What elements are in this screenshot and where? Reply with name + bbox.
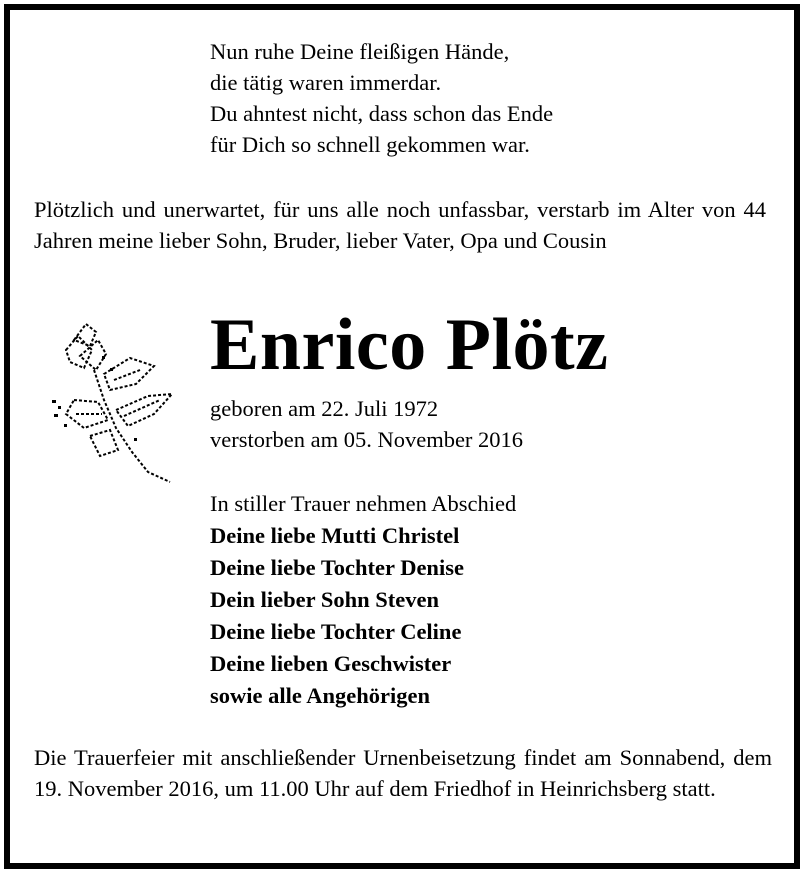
deceased-name: Enrico Plötz (210, 304, 609, 386)
funeral-info: Die Trauerfeier mit anschließender Urnenbeisetzung findet am Sonnabend, dem 19. November 2016, um 11.00 Uhr auf dem Friedhof in Heinrichsberg statt. (34, 745, 772, 801)
mourner-name: sowie alle Angehörigen (210, 683, 430, 708)
mourners-heading: In stiller Trauer nehmen Abschied (210, 491, 517, 516)
mourner-name: Dein lieber Sohn Steven (210, 587, 439, 612)
poem-line: für Dich so schnell gekommen war. (210, 132, 530, 157)
obituary-notice (4, 4, 800, 869)
mourners-list (210, 488, 516, 712)
poem-line: Nun ruhe Deine fleißigen Hände, (210, 39, 510, 64)
mourner-name: Deine lieben Geschwister (210, 651, 452, 676)
poem-line: Du ahntest nicht, dass schon das Ende (210, 101, 554, 126)
rose-icon (44, 310, 184, 485)
poem-line: die tätig waren immerdar. (210, 70, 442, 95)
intro-text: Plötzlich und unerwartet, für uns alle noch unfassbar, verstarb im Alter von 44 Jahren meine lieber Sohn, Bruder, lieber Vater, Opa und Cousin (34, 197, 766, 253)
mourner-name: Deine liebe Tochter Celine (210, 619, 462, 644)
mourner-name: Deine liebe Tochter Denise (210, 555, 464, 580)
poem (210, 36, 553, 160)
life-dates (210, 393, 523, 455)
death-date: verstorben am 05. November 2016 (210, 427, 524, 452)
mourner-name: Deine liebe Mutti Christel (210, 523, 460, 548)
birth-date: geboren am 22. Juli 1972 (210, 396, 439, 421)
